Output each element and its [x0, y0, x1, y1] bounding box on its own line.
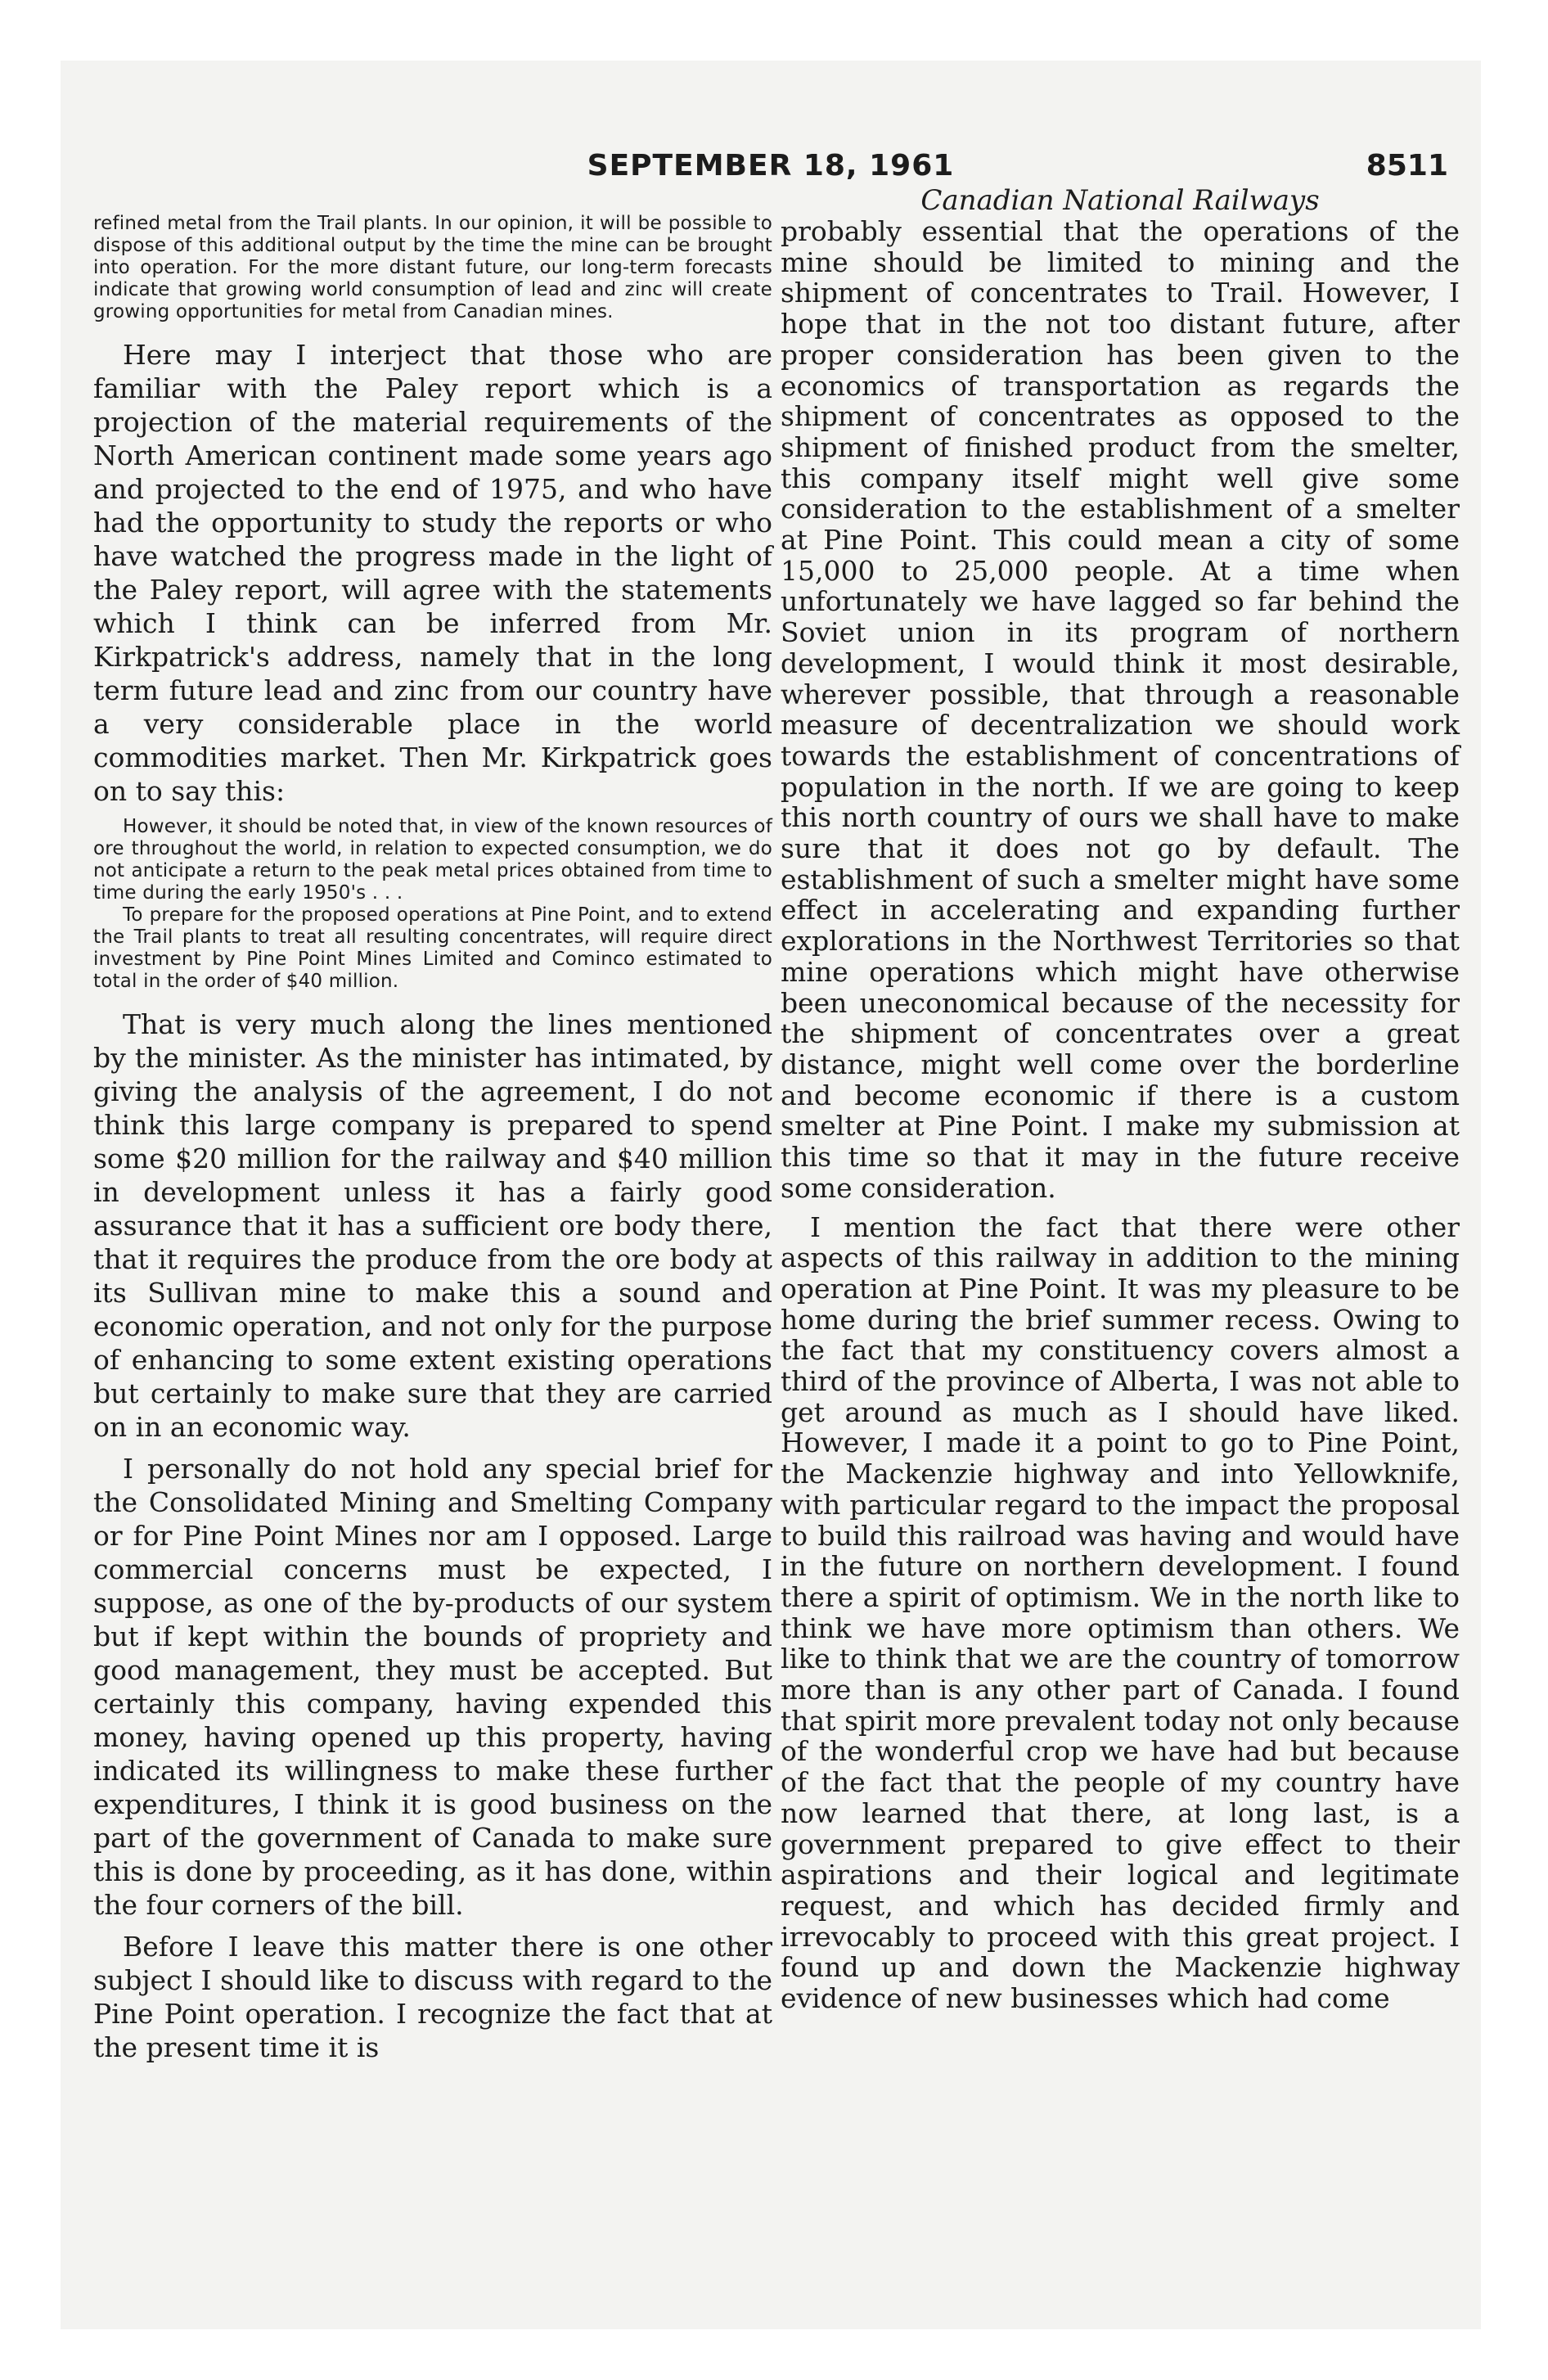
paragraph: I personally do not hold any special brief for the Consolidated Mining and Smelting Company or for Pine Point Mines nor am I opposed. Large commercial concerns must be expected, I suppose, as one of the by-products of our system but if kept within the bounds of propriety and good management, they must be accepted. But certainly this company, having expended this money, having opened up this property, having indicated its willingness to make these further expenditures, I think it is good business on the part of the government of Canada to make sure this is done by proceeding, as it has done, within the four corners of the bill. — [93, 1453, 772, 1921]
paragraph: Here may I interject that those who are familiar with the Paley report which is a projection of the material requirements of the North American continent made some years ago and projected to the end of 1975, and who have had the opportunity to study the reports or who have watched the progress made in the light of the Paley report, will agree with the statements which I think can be inferred from Mr. Kirkpatrick's address, namely that in the long term future lead and zinc from our country have a very considerable place in the world commodities market. Then Mr. Kirkpatrick goes on to say this: — [93, 339, 772, 807]
page-number: 8511 — [1366, 149, 1448, 183]
paragraph: That is very much along the lines mentioned by the minister. As the minister has intimated, by giving the analysis of the agreement, I do not think this large company is prepared to spend some $20 million for the railway and $40 million in development unless it has a fairly good assurance that it has a sufficient ore body there, that it requires the produce from the ore body at its Sullivan mine to make this a sound and economic operation, and not only for the purpose of enhancing to some extent existing operations but certainly to make sure that they are carried on in an economic way. — [93, 1008, 772, 1443]
page-header — [61, 149, 1481, 187]
quoted-passage: To prepare for the proposed operations at Pine Point, and to extend the Trail plants to treat all resulting concentrates, will require direct investment by Pine Point Mines Limited and Cominco estimated to total in the order of $40 million. — [93, 904, 772, 992]
paragraph: probably essential that the operations of the mine should be limited to mining and the shipment of concentrates to Trail. However, I hope that in the not too distant future, after proper consideration has been given to the economics of transportation as regards the shipment of concentrates as opposed to the shipment of finished product from the smelter, this company itself might well give some consideration to the establishment of a smelter at Pine Point. This could mean a city of some 15,000 to 25,000 people. At a time when unfortunately we have lagged so far behind the Soviet union in its program of northern development, I would think it most desirable, wherever possible, that through a reasonable measure of decentralization we should work towards the establishment of concentrations of population in the north. If we are going to keep this north country of ours we shall have to make sure that it does not go by default. The establishment of such a smelter might have some effect in accelerating and expanding further explorations in the Northwest Territories so that mine operations which might have otherwise been uneconomical because of the necessity for the shipment of concentrates over a great distance, might well come over the borderline and become economic if there is a custom smelter at Pine Point. I make my submission at this time so that it may in the future receive some consideration. — [781, 215, 1460, 1204]
running-head: Canadian National Railways — [920, 184, 1320, 217]
header-date: SEPTEMBER 18, 1961 — [587, 149, 955, 183]
right-column — [781, 184, 1460, 2022]
document-page — [61, 61, 1481, 2329]
quoted-passage: However, it should be noted that, in view of the known resources of ore throughout the world, in relation to expected consumption, we do not anticipate a return to the peak metal prices obtained from time to time during the early 1950's . . . — [93, 816, 772, 904]
paragraph: Before I leave this matter there is one other subject I should like to discuss with regard to the Pine Point operation. I recognize the fact that at the present time it is — [93, 1931, 772, 2063]
paragraph: I mention the fact that there were other aspects of this railway in addition to the mining operation at Pine Point. It was my pleasure to be home during the brief summer recess. Owing to the fact that my constituency covers almost a third of the province of Alberta, I was not able to get around as much as I should have liked. However, I made it a point to go to Pine Point, the Mackenzie highway and into Yellowknife, with particular regard to the impact the proposal to build this railroad was having and would have in the future on northern development. I found there a spirit of optimism. We in the north like to think we have more optimism than others. We like to think that we are the country of tomorrow more than is any other part of Canada. I found that spirit more prevalent today not only because of the wonderful crop we have had but because of the fact that the people of my country have now learned that there, at long last, is a government prepared to give effect to their aspirations and their logical and legitimate request, and which has decided firmly and irrevocably to proceed with this great project. I found up and down the Mackenzie highway evidence of new businesses which had come — [781, 1210, 1460, 2015]
left-column — [93, 213, 772, 2072]
quoted-passage: refined metal from the Trail plants. In our opinion, it will be possible to dispose of this additional output by the time the mine can be brought into operation. For the more distant future, our long-term forecasts indicate that growing world consumption of lead and zinc will create growing opportunities for metal from Canadian mines. — [93, 213, 772, 322]
